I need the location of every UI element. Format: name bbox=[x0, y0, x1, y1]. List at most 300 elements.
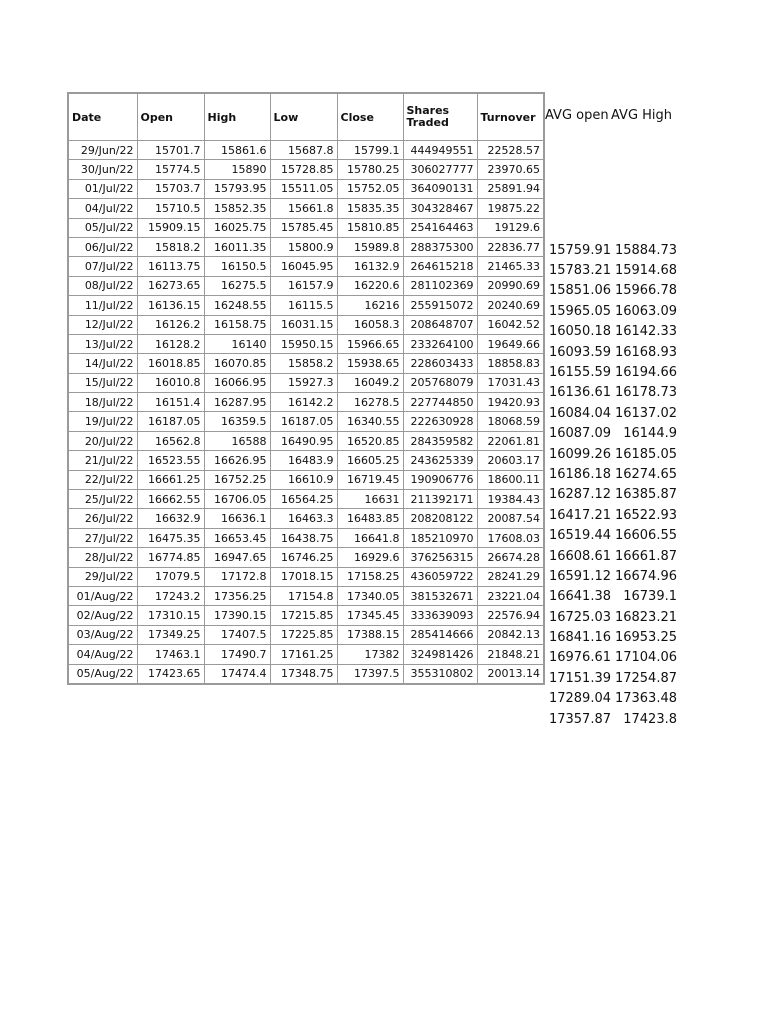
table-cell[interactable]: 17356.25 bbox=[204, 586, 270, 605]
table-cell[interactable]: 15858.2 bbox=[270, 354, 337, 373]
table-cell[interactable]: 16564.25 bbox=[270, 490, 337, 509]
table-row bbox=[68, 664, 544, 684]
table-cell[interactable]: 15752.05 bbox=[337, 179, 403, 198]
table-cell[interactable]: 16018.85 bbox=[137, 354, 204, 373]
avg-open-value[interactable]: 16136.61 bbox=[548, 385, 611, 401]
table-cell[interactable]: 20842.13 bbox=[477, 625, 544, 644]
table-cell[interactable]: 16128.2 bbox=[137, 334, 204, 353]
table-cell[interactable]: 17158.25 bbox=[337, 567, 403, 586]
table-cell[interactable]: 333639093 bbox=[403, 606, 477, 625]
table-row bbox=[68, 645, 544, 664]
table-cell[interactable]: 304328467 bbox=[403, 199, 477, 218]
table-cell[interactable]: 281102369 bbox=[403, 276, 477, 295]
table-cell[interactable]: 16011.35 bbox=[204, 237, 270, 256]
avg-high-value[interactable]: 16739.1 bbox=[623, 589, 677, 605]
table-cell[interactable]: 376256315 bbox=[403, 548, 477, 567]
table-cell[interactable]: 16636.1 bbox=[204, 509, 270, 528]
table-cell[interactable]: 16483.9 bbox=[270, 451, 337, 470]
avg-high-value[interactable]: 16142.33 bbox=[614, 324, 677, 340]
table-cell[interactable]: 15861.6 bbox=[204, 141, 270, 160]
table-cell[interactable]: 16287.95 bbox=[204, 393, 270, 412]
table-row bbox=[68, 276, 544, 295]
table-cell[interactable]: 17423.65 bbox=[137, 664, 204, 684]
avg-open-value[interactable]: 16186.18 bbox=[548, 466, 611, 482]
average-row bbox=[545, 240, 680, 260]
avg-high-value[interactable]: 15914.68 bbox=[614, 263, 677, 279]
table-row bbox=[68, 548, 544, 567]
table-cell[interactable]: 28241.29 bbox=[477, 567, 544, 586]
average-row bbox=[545, 709, 680, 729]
table-cell[interactable]: 16220.6 bbox=[337, 276, 403, 295]
table-cell[interactable]: 185210970 bbox=[403, 528, 477, 547]
average-row bbox=[545, 220, 680, 240]
table-cell[interactable]: 17349.25 bbox=[137, 625, 204, 644]
table-cell[interactable]: 190906776 bbox=[403, 470, 477, 489]
table-cell[interactable]: 16632.9 bbox=[137, 509, 204, 528]
table-cell[interactable]: 04/Jul/22 bbox=[68, 199, 137, 218]
table-cell[interactable]: 15938.65 bbox=[337, 354, 403, 373]
table-cell[interactable]: 20/Jul/22 bbox=[68, 431, 137, 450]
avg-high-value[interactable]: 16063.09 bbox=[614, 303, 677, 319]
average-row bbox=[545, 158, 680, 178]
average-row bbox=[545, 179, 680, 199]
avg-open-value[interactable]: 16050.18 bbox=[548, 324, 611, 340]
table-cell[interactable]: 16610.9 bbox=[270, 470, 337, 489]
table-cell[interactable]: 16641.8 bbox=[337, 528, 403, 547]
table-cell[interactable]: 15818.2 bbox=[137, 237, 204, 256]
average-row bbox=[545, 342, 680, 362]
table-cell[interactable]: 15710.5 bbox=[137, 199, 204, 218]
table-cell[interactable]: 23970.65 bbox=[477, 160, 544, 179]
avg-open-value[interactable]: 16287.12 bbox=[548, 487, 611, 503]
table-cell[interactable]: 19875.22 bbox=[477, 199, 544, 218]
avg-open-header: AVG open bbox=[545, 107, 609, 123]
table-cell[interactable]: 17225.85 bbox=[270, 625, 337, 644]
table-cell[interactable]: 16248.55 bbox=[204, 296, 270, 315]
avg-open-value[interactable]: 16591.12 bbox=[548, 568, 611, 584]
table-cell[interactable]: 05/Jul/22 bbox=[68, 218, 137, 237]
table-cell[interactable]: 16275.5 bbox=[204, 276, 270, 295]
table-row bbox=[68, 160, 544, 179]
table-row bbox=[68, 237, 544, 256]
table-cell[interactable]: 16151.4 bbox=[137, 393, 204, 412]
table-cell[interactable]: 17340.05 bbox=[337, 586, 403, 605]
table-cell[interactable]: 16066.95 bbox=[204, 373, 270, 392]
table-cell[interactable]: 17031.43 bbox=[477, 373, 544, 392]
avg-open-value[interactable]: 16084.04 bbox=[548, 405, 611, 421]
avg-open-value[interactable]: 15851.06 bbox=[548, 283, 611, 299]
column-header[interactable]: Turnover bbox=[477, 93, 544, 141]
table-cell[interactable]: 22061.81 bbox=[477, 431, 544, 450]
table-cell[interactable]: 254164463 bbox=[403, 218, 477, 237]
average-row bbox=[545, 607, 680, 627]
average-row bbox=[545, 566, 680, 586]
table-cell[interactable]: 15661.8 bbox=[270, 199, 337, 218]
table-cell[interactable]: 16216 bbox=[337, 296, 403, 315]
avg-high-value[interactable]: 16185.05 bbox=[614, 446, 677, 462]
table-cell[interactable]: 15780.25 bbox=[337, 160, 403, 179]
table-cell[interactable]: 243625339 bbox=[403, 451, 477, 470]
table-cell[interactable]: 15927.3 bbox=[270, 373, 337, 392]
table-cell[interactable]: 08/Jul/22 bbox=[68, 276, 137, 295]
table-cell[interactable]: 227744850 bbox=[403, 393, 477, 412]
table-cell[interactable]: 17018.15 bbox=[270, 567, 337, 586]
avg-open-value[interactable]: 17289.04 bbox=[548, 691, 611, 707]
table-cell[interactable]: 17310.15 bbox=[137, 606, 204, 625]
avg-open-value[interactable]: 17151.39 bbox=[548, 670, 611, 686]
price-table-container bbox=[67, 92, 545, 685]
table-cell[interactable]: 17243.2 bbox=[137, 586, 204, 605]
table-cell[interactable]: 15701.7 bbox=[137, 141, 204, 160]
table-cell[interactable]: 17397.5 bbox=[337, 664, 403, 684]
column-header[interactable]: Low bbox=[270, 93, 337, 141]
table-cell[interactable]: 16588 bbox=[204, 431, 270, 450]
avg-open-value[interactable]: 16099.26 bbox=[548, 446, 611, 462]
avg-high-value[interactable]: 16194.66 bbox=[614, 364, 677, 380]
table-body bbox=[68, 141, 544, 684]
table-cell[interactable]: 17348.75 bbox=[270, 664, 337, 684]
table-cell[interactable]: 16340.55 bbox=[337, 412, 403, 431]
table-cell[interactable]: 15909.15 bbox=[137, 218, 204, 237]
table-cell[interactable]: 20603.17 bbox=[477, 451, 544, 470]
column-header[interactable]: Open bbox=[137, 93, 204, 141]
avg-high-value[interactable]: 16168.93 bbox=[614, 344, 677, 360]
average-row bbox=[545, 403, 680, 423]
avg-open-value[interactable]: 15783.21 bbox=[548, 263, 611, 279]
table-cell[interactable]: 16661.25 bbox=[137, 470, 204, 489]
table-cell[interactable]: 15/Jul/22 bbox=[68, 373, 137, 392]
table-cell[interactable]: 17154.8 bbox=[270, 586, 337, 605]
table-cell[interactable]: 16562.8 bbox=[137, 431, 204, 450]
average-row bbox=[545, 525, 680, 545]
table-cell[interactable]: 15810.85 bbox=[337, 218, 403, 237]
table-cell[interactable]: 17345.45 bbox=[337, 606, 403, 625]
avg-open-value[interactable]: 16087.09 bbox=[548, 426, 611, 442]
average-row bbox=[545, 587, 680, 607]
column-header[interactable]: Shares Traded bbox=[403, 93, 477, 141]
avg-high-value[interactable]: 16674.96 bbox=[614, 568, 677, 584]
table-cell[interactable]: 233264100 bbox=[403, 334, 477, 353]
table-cell[interactable]: 17388.15 bbox=[337, 625, 403, 644]
table-cell[interactable]: 17382 bbox=[337, 645, 403, 664]
avg-open-value[interactable]: 16641.38 bbox=[548, 589, 611, 605]
table-cell[interactable]: 27/Jul/22 bbox=[68, 528, 137, 547]
avg-open-value[interactable]: 16519.44 bbox=[548, 528, 611, 544]
avg-open-value[interactable]: 16093.59 bbox=[548, 344, 611, 360]
table-row bbox=[68, 199, 544, 218]
average-row bbox=[545, 199, 680, 219]
avg-high-value[interactable]: 16606.55 bbox=[614, 528, 677, 544]
table-cell[interactable]: 14/Jul/22 bbox=[68, 354, 137, 373]
table-cell[interactable]: 07/Jul/22 bbox=[68, 257, 137, 276]
table-cell[interactable]: 16025.75 bbox=[204, 218, 270, 237]
avg-high-value[interactable]: 15884.73 bbox=[614, 242, 677, 258]
table-cell[interactable]: 15852.35 bbox=[204, 199, 270, 218]
table-cell[interactable]: 17390.15 bbox=[204, 606, 270, 625]
avg-open-value[interactable]: 17357.87 bbox=[548, 711, 611, 727]
table-cell[interactable]: 16142.2 bbox=[270, 393, 337, 412]
table-cell[interactable]: 16132.9 bbox=[337, 257, 403, 276]
table-cell[interactable]: 15950.15 bbox=[270, 334, 337, 353]
avg-high-value[interactable]: 16661.87 bbox=[614, 548, 677, 564]
table-row bbox=[68, 218, 544, 237]
column-header[interactable]: High bbox=[204, 93, 270, 141]
table-row bbox=[68, 393, 544, 412]
table-cell[interactable]: 381532671 bbox=[403, 586, 477, 605]
table-cell[interactable]: 264615218 bbox=[403, 257, 477, 276]
table-cell[interactable]: 20087.54 bbox=[477, 509, 544, 528]
table-cell[interactable]: 15687.8 bbox=[270, 141, 337, 160]
table-cell[interactable]: 16774.85 bbox=[137, 548, 204, 567]
table-cell[interactable]: 211392171 bbox=[403, 490, 477, 509]
avg-high-value[interactable]: 16522.93 bbox=[614, 507, 677, 523]
table-cell[interactable]: 26/Jul/22 bbox=[68, 509, 137, 528]
table-cell[interactable]: 16157.9 bbox=[270, 276, 337, 295]
table-cell[interactable]: 16662.55 bbox=[137, 490, 204, 509]
table-row bbox=[68, 179, 544, 198]
avg-open-value[interactable]: 16976.61 bbox=[548, 650, 611, 666]
avg-high-value[interactable]: 16385.87 bbox=[614, 487, 677, 503]
table-cell[interactable]: 16070.85 bbox=[204, 354, 270, 373]
table-cell[interactable]: 15799.1 bbox=[337, 141, 403, 160]
table-cell[interactable]: 30/Jun/22 bbox=[68, 160, 137, 179]
table-cell[interactable]: 21465.33 bbox=[477, 257, 544, 276]
table-cell[interactable]: 22528.57 bbox=[477, 141, 544, 160]
avg-high-value[interactable]: 17254.87 bbox=[614, 670, 677, 686]
table-cell[interactable]: 16126.2 bbox=[137, 315, 204, 334]
table-cell[interactable]: 15511.05 bbox=[270, 179, 337, 198]
table-cell[interactable]: 16706.05 bbox=[204, 490, 270, 509]
table-cell[interactable]: 17215.85 bbox=[270, 606, 337, 625]
table-cell[interactable]: 23221.04 bbox=[477, 586, 544, 605]
table-cell[interactable]: 16278.5 bbox=[337, 393, 403, 412]
avg-high-value[interactable]: 16144.9 bbox=[623, 426, 677, 442]
table-cell[interactable]: 208648707 bbox=[403, 315, 477, 334]
table-cell[interactable]: 19129.6 bbox=[477, 218, 544, 237]
table-row bbox=[68, 528, 544, 547]
avg-open-value[interactable]: 15965.05 bbox=[548, 303, 611, 319]
table-cell[interactable]: 436059722 bbox=[403, 567, 477, 586]
table-cell[interactable]: 16475.35 bbox=[137, 528, 204, 547]
table-cell[interactable]: 15793.95 bbox=[204, 179, 270, 198]
table-cell[interactable]: 17407.5 bbox=[204, 625, 270, 644]
table-cell[interactable]: 16490.95 bbox=[270, 431, 337, 450]
table-header-row bbox=[68, 93, 544, 141]
table-cell[interactable]: 255915072 bbox=[403, 296, 477, 315]
table-cell[interactable]: 01/Aug/22 bbox=[68, 586, 137, 605]
table-cell[interactable]: 16719.45 bbox=[337, 470, 403, 489]
price-table bbox=[67, 92, 545, 685]
avg-high-header: AVG High bbox=[611, 107, 673, 123]
table-cell[interactable]: 11/Jul/22 bbox=[68, 296, 137, 315]
table-cell[interactable]: 18068.59 bbox=[477, 412, 544, 431]
table-cell[interactable]: 03/Aug/22 bbox=[68, 625, 137, 644]
avg-open-value[interactable]: 15759.91 bbox=[548, 242, 611, 258]
table-cell[interactable]: 19384.43 bbox=[477, 490, 544, 509]
table-cell[interactable]: 17463.1 bbox=[137, 645, 204, 664]
table-cell[interactable]: 26674.28 bbox=[477, 548, 544, 567]
column-header[interactable]: Date bbox=[68, 93, 137, 141]
avg-open-value[interactable]: 16725.03 bbox=[548, 609, 611, 625]
table-cell[interactable]: 16058.3 bbox=[337, 315, 403, 334]
table-cell[interactable]: 22836.77 bbox=[477, 237, 544, 256]
avg-high-value[interactable]: 16823.21 bbox=[614, 609, 677, 625]
table-cell[interactable]: 15989.8 bbox=[337, 237, 403, 256]
table-row bbox=[68, 470, 544, 489]
table-cell[interactable]: 16042.52 bbox=[477, 315, 544, 334]
avg-open-value[interactable]: 16155.59 bbox=[548, 364, 611, 380]
table-cell[interactable]: 20013.14 bbox=[477, 664, 544, 684]
table-cell[interactable]: 15785.45 bbox=[270, 218, 337, 237]
avg-high-value[interactable]: 17423.8 bbox=[623, 711, 677, 727]
table-cell[interactable]: 15890 bbox=[204, 160, 270, 179]
avg-high-value[interactable]: 15966.78 bbox=[614, 283, 677, 299]
table-cell[interactable]: 16010.8 bbox=[137, 373, 204, 392]
table-row bbox=[68, 373, 544, 392]
average-row bbox=[545, 362, 680, 382]
table-cell[interactable]: 16140 bbox=[204, 334, 270, 353]
table-cell[interactable]: 17490.7 bbox=[204, 645, 270, 664]
table-row bbox=[68, 567, 544, 586]
table-row bbox=[68, 315, 544, 334]
table-cell[interactable]: 19420.93 bbox=[477, 393, 544, 412]
table-cell[interactable]: 02/Aug/22 bbox=[68, 606, 137, 625]
table-cell[interactable]: 16463.3 bbox=[270, 509, 337, 528]
table-cell[interactable]: 16049.2 bbox=[337, 373, 403, 392]
avg-high-value[interactable]: 16274.65 bbox=[614, 466, 677, 482]
column-header[interactable]: Close bbox=[337, 93, 403, 141]
table-cell[interactable]: 16136.15 bbox=[137, 296, 204, 315]
table-row bbox=[68, 141, 544, 160]
table-cell[interactable]: 205768079 bbox=[403, 373, 477, 392]
avg-open-value[interactable]: 16608.61 bbox=[548, 548, 611, 564]
table-cell[interactable]: 12/Jul/22 bbox=[68, 315, 137, 334]
table-cell[interactable]: 355310802 bbox=[403, 664, 477, 684]
avg-high-value[interactable]: 17363.48 bbox=[614, 691, 677, 707]
table-cell[interactable]: 16438.75 bbox=[270, 528, 337, 547]
table-cell[interactable]: 16520.85 bbox=[337, 431, 403, 450]
avg-high-value[interactable]: 16953.25 bbox=[614, 630, 677, 646]
table-cell[interactable]: 18600.11 bbox=[477, 470, 544, 489]
table-cell[interactable]: 25/Jul/22 bbox=[68, 490, 137, 509]
table-cell[interactable]: 16158.75 bbox=[204, 315, 270, 334]
average-rows bbox=[545, 138, 680, 729]
table-cell[interactable]: 22/Jul/22 bbox=[68, 470, 137, 489]
table-cell[interactable]: 15800.9 bbox=[270, 237, 337, 256]
table-cell[interactable]: 25891.94 bbox=[477, 179, 544, 198]
table-cell[interactable]: 17608.03 bbox=[477, 528, 544, 547]
table-cell[interactable]: 364090131 bbox=[403, 179, 477, 198]
table-cell[interactable]: 13/Jul/22 bbox=[68, 334, 137, 353]
table-cell[interactable]: 16359.5 bbox=[204, 412, 270, 431]
table-cell[interactable]: 16752.25 bbox=[204, 470, 270, 489]
average-row bbox=[545, 423, 680, 443]
table-cell[interactable]: 29/Jul/22 bbox=[68, 567, 137, 586]
table-cell[interactable]: 16631 bbox=[337, 490, 403, 509]
table-cell[interactable]: 16605.25 bbox=[337, 451, 403, 470]
table-cell[interactable]: 15966.65 bbox=[337, 334, 403, 353]
avg-open-value[interactable]: 16417.21 bbox=[548, 507, 611, 523]
average-row bbox=[545, 322, 680, 342]
table-cell[interactable]: 22576.94 bbox=[477, 606, 544, 625]
table-cell[interactable]: 16150.5 bbox=[204, 257, 270, 276]
table-cell[interactable]: 16113.75 bbox=[137, 257, 204, 276]
table-cell[interactable]: 444949551 bbox=[403, 141, 477, 160]
table-cell[interactable]: 285414666 bbox=[403, 625, 477, 644]
table-cell[interactable]: 28/Jul/22 bbox=[68, 548, 137, 567]
table-cell[interactable]: 16187.05 bbox=[270, 412, 337, 431]
table-row bbox=[68, 451, 544, 470]
table-cell[interactable]: 06/Jul/22 bbox=[68, 237, 137, 256]
table-row bbox=[68, 412, 544, 431]
table-row bbox=[68, 490, 544, 509]
table-cell[interactable]: 17079.5 bbox=[137, 567, 204, 586]
average-row bbox=[545, 668, 680, 688]
table-cell[interactable]: 19649.66 bbox=[477, 334, 544, 353]
average-row bbox=[545, 281, 680, 301]
table-cell[interactable]: 16947.65 bbox=[204, 548, 270, 567]
table-cell[interactable]: 21848.21 bbox=[477, 645, 544, 664]
table-cell[interactable]: 16626.95 bbox=[204, 451, 270, 470]
table-row bbox=[68, 625, 544, 644]
table-cell[interactable]: 15835.35 bbox=[337, 199, 403, 218]
table-cell[interactable]: 16187.05 bbox=[137, 412, 204, 431]
table-cell[interactable]: 19/Jul/22 bbox=[68, 412, 137, 431]
table-cell[interactable]: 16483.85 bbox=[337, 509, 403, 528]
average-row bbox=[545, 444, 680, 464]
table-cell[interactable]: 20990.69 bbox=[477, 276, 544, 295]
table-cell[interactable]: 04/Aug/22 bbox=[68, 645, 137, 664]
table-cell[interactable]: 16929.6 bbox=[337, 548, 403, 567]
table-cell[interactable]: 15728.85 bbox=[270, 160, 337, 179]
table-cell[interactable]: 17474.4 bbox=[204, 664, 270, 684]
avg-high-value[interactable]: 16137.02 bbox=[614, 405, 677, 421]
table-row bbox=[68, 334, 544, 353]
table-cell[interactable]: 21/Jul/22 bbox=[68, 451, 137, 470]
average-row bbox=[545, 546, 680, 566]
average-row bbox=[545, 383, 680, 403]
table-cell[interactable]: 16523.55 bbox=[137, 451, 204, 470]
avg-high-value[interactable]: 16178.73 bbox=[614, 385, 677, 401]
table-cell[interactable]: 208208122 bbox=[403, 509, 477, 528]
table-cell[interactable]: 18858.83 bbox=[477, 354, 544, 373]
table-cell[interactable]: 324981426 bbox=[403, 645, 477, 664]
table-cell[interactable]: 01/Jul/22 bbox=[68, 179, 137, 198]
table-cell[interactable]: 16653.45 bbox=[204, 528, 270, 547]
table-cell[interactable]: 284359582 bbox=[403, 431, 477, 450]
average-row bbox=[545, 260, 680, 280]
table-cell[interactable]: 16115.5 bbox=[270, 296, 337, 315]
table-cell[interactable]: 17161.25 bbox=[270, 645, 337, 664]
table-cell[interactable]: 20240.69 bbox=[477, 296, 544, 315]
table-cell[interactable]: 16746.25 bbox=[270, 548, 337, 567]
table-cell[interactable]: 16045.95 bbox=[270, 257, 337, 276]
table-cell[interactable]: 222630928 bbox=[403, 412, 477, 431]
table-cell[interactable]: 05/Aug/22 bbox=[68, 664, 137, 684]
avg-high-value[interactable]: 17104.06 bbox=[614, 650, 677, 666]
table-cell[interactable]: 15703.7 bbox=[137, 179, 204, 198]
table-cell[interactable]: 228603433 bbox=[403, 354, 477, 373]
table-cell[interactable]: 288375300 bbox=[403, 237, 477, 256]
table-cell[interactable]: 17172.8 bbox=[204, 567, 270, 586]
table-cell[interactable]: 16031.15 bbox=[270, 315, 337, 334]
table-cell[interactable]: 29/Jun/22 bbox=[68, 141, 137, 160]
table-cell[interactable]: 18/Jul/22 bbox=[68, 393, 137, 412]
table-cell[interactable]: 306027777 bbox=[403, 160, 477, 179]
table-cell[interactable]: 15774.5 bbox=[137, 160, 204, 179]
table-cell[interactable]: 16273.65 bbox=[137, 276, 204, 295]
avg-open-value[interactable]: 16841.16 bbox=[548, 630, 611, 646]
